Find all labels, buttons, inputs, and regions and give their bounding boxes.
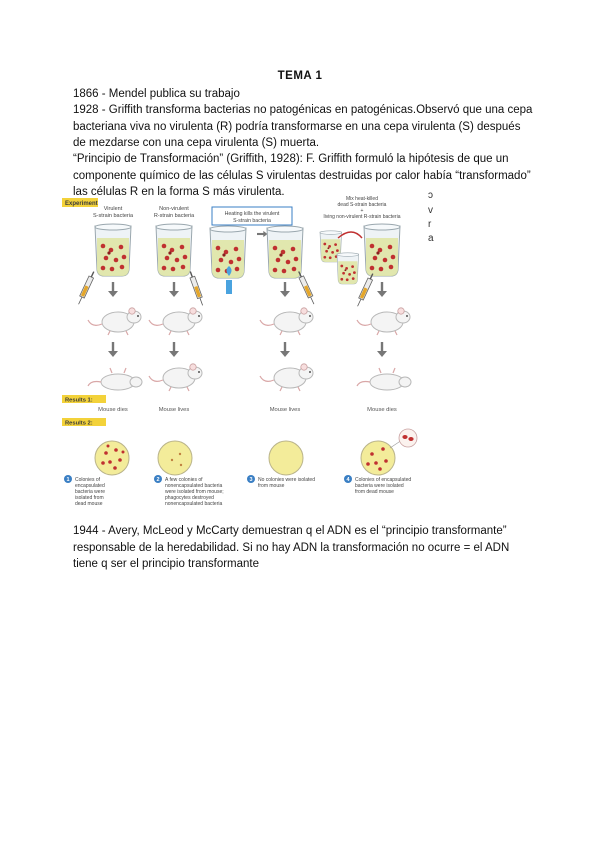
beaker-mix-small-2 (337, 253, 359, 284)
beaker-mixture (364, 224, 400, 276)
beaker-virulent (95, 224, 131, 276)
arrow-3b (280, 342, 290, 357)
mouse-1 (88, 308, 141, 335)
col4-label-plus: + (360, 208, 364, 214)
petri-dish-4 (361, 429, 417, 475)
line-1866: 1866 - Mendel publica su trabajo (73, 88, 240, 100)
arrow-4b (377, 342, 387, 357)
mouse-result-2-alive (149, 364, 202, 391)
cut-letter-4: a (428, 233, 434, 244)
results1-text-1: Mouse dies (98, 407, 128, 413)
mouse-result-3-alive (260, 364, 313, 391)
syringe-4 (355, 273, 375, 308)
experiment-label: Experiment (65, 201, 98, 207)
col2-label-b: R-strain bacteria (153, 213, 195, 219)
syringe-1 (76, 271, 96, 306)
col3-label-a: Heating kills the virulent (224, 211, 280, 217)
col3-label-b: S-strain bacteria (233, 218, 271, 224)
result2-1-line-c: bacteria were (75, 489, 106, 495)
arrow-1b (108, 342, 118, 357)
syringe-2 (188, 271, 205, 307)
cut-letter-3: r (428, 219, 432, 230)
arrow-1a (108, 282, 118, 297)
result2-2-line-b: nonencapsulated bacteria (165, 483, 223, 489)
petri-dish-2 (158, 441, 192, 475)
result2-2-line-c: were isolated from mouse; (165, 489, 224, 495)
beaker-heat-killed (267, 226, 303, 278)
page-title: TEMA 1 (277, 70, 323, 82)
arrow-2a (169, 282, 179, 297)
step-number-2: 2 (156, 477, 160, 483)
results1-text-3: Mouse lives (269, 407, 301, 413)
beaker-nonvirulent (156, 224, 192, 276)
results2-label: Results 2: (65, 420, 93, 427)
result2-1-line-d: isolated from (75, 495, 104, 501)
result2-3-line-b: from mouse (258, 483, 285, 489)
results1-label: Results 1: (65, 397, 93, 404)
result2-1-line-a: Colonies of (75, 477, 101, 483)
result2-4-line-b: bacteria were isolated (355, 483, 404, 489)
arrow-2b (169, 342, 179, 357)
result2-3-line-a: No colonies were isolated (258, 477, 315, 483)
paragraph-principle: “Principio de Transformación” (Griffith, 1928): F. Griffith formuló la hipótesis de que un componente químico de las células S virulentas destruidas por calor había “transformado” las células R en la forma S más virulenta. (73, 153, 531, 198)
arrow-4a (377, 282, 387, 297)
mouse-2 (149, 308, 202, 335)
results1-text-2: Mouse lives (158, 407, 190, 413)
heat-burner (226, 266, 232, 294)
result2-2-line-e: nonencapsulated bacteria (165, 501, 223, 507)
col2-label-a: Non-virulent (159, 206, 189, 212)
paragraph-1928: 1928 - Griffith transforma bacterias no patogénicas en patogénicas.Observó que una cepa bacteriana viva no virulenta (R) podría transformarse en una cepa virulenta (S) después de mezdarse con una cepa virulenta (S) muerta. (73, 104, 533, 149)
petri-dish-3 (269, 441, 303, 475)
paragraph-1944: 1944 - Avery, McLeod y McCarty demuestran q el ADN es el “principio transformante” responsable de la heredabilidad. Si no hay ADN la transformación no ocurre = el ADN tiene q ser el principio transformante (73, 525, 510, 570)
result2-2-line-a: A few colonies of (165, 477, 203, 483)
col1-label-b: S-strain bacteria (92, 213, 134, 219)
result2-4-line-c: from dead mouse (355, 489, 394, 495)
mouse-4 (357, 308, 410, 335)
step-number-1: 1 (66, 477, 70, 483)
petri-dish-1 (95, 441, 129, 475)
result2-1-line-b: encapsulated (75, 483, 105, 489)
result2-4-line-a: Colonies of encapsulated (355, 477, 412, 483)
step-number-4: 4 (346, 477, 350, 483)
result2-1-line-e: dead mouse (75, 501, 103, 507)
process-arrow-right (257, 231, 268, 237)
results1-text-4: Mouse dies (367, 407, 397, 413)
arrow-3a (280, 282, 290, 297)
col1-label-a: Virulent (103, 206, 123, 212)
col4-label-b: dead S-strain bacteria (337, 202, 387, 208)
mouse-result-4-dead (357, 368, 411, 390)
cut-letter-1: ɔ (428, 190, 433, 201)
griffith-experiment-figure (62, 196, 426, 514)
mouse-result-1-dead (88, 368, 142, 390)
col4-label-c: living non-virulent R-strain bacteria (323, 214, 401, 220)
step-number-3: 3 (249, 477, 253, 483)
cut-letter-2: v (428, 205, 433, 216)
col4-label-a: Mix heat-killed (346, 196, 378, 202)
result2-2-line-d: phagocytes destroyed (165, 495, 214, 501)
mouse-3 (260, 308, 313, 335)
